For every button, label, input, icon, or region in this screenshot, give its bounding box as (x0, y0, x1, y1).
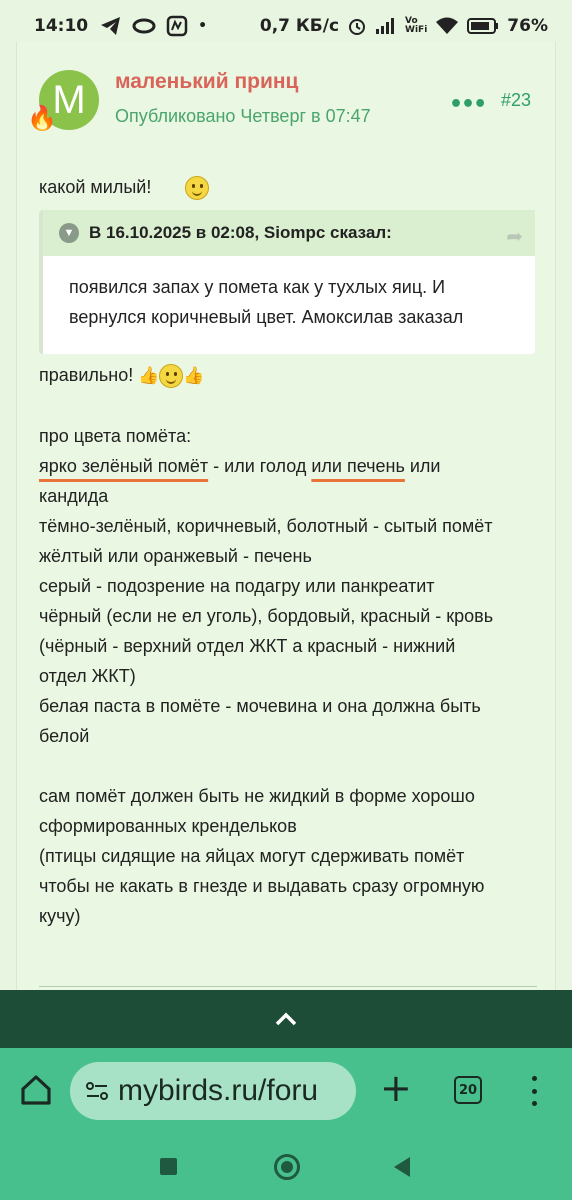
scroll-to-top-button[interactable] (0, 990, 572, 1048)
flame-badge-icon: 🔥 (27, 104, 57, 132)
highlighted-text: или печень (311, 456, 405, 476)
new-tab-button[interactable]: + (380, 1066, 412, 1110)
post-content (39, 172, 539, 931)
text-line: сам помёт должен быть не жидкий в форме хорошо (39, 786, 475, 806)
text-line: ярко зелёный помёт - или голод или печень или (39, 456, 441, 476)
chevron-up-icon[interactable] (275, 1012, 297, 1026)
quote-author: В 16.10.2025 в 02:08, Siompc сказал: (89, 223, 392, 242)
published-date[interactable]: Опубликовано Четверг в 07:47 (115, 106, 371, 126)
text-line: чтобы не какать в гнезде и выдавать сразу огромную (39, 876, 485, 896)
avatar[interactable]: M (39, 70, 99, 130)
more-options-icon[interactable]: ••• (449, 92, 486, 117)
battery-percent: 76% (507, 16, 548, 36)
text-line: отдел ЖКТ) (39, 666, 136, 686)
thumbs-up-emoji-icon: 👍 (138, 366, 160, 385)
link-icon (132, 18, 156, 34)
app-icon (166, 15, 188, 37)
battery-icon (467, 18, 499, 34)
recents-button[interactable] (160, 1158, 177, 1175)
vowifi-icon: Vo WiFi (405, 16, 428, 35)
more-menu-icon[interactable] (530, 1076, 538, 1106)
smiley-emoji-icon (185, 176, 209, 200)
home-button[interactable] (274, 1154, 300, 1180)
tab-switcher-button[interactable]: 20 (454, 1076, 482, 1104)
text-line: тёмно-зелёный, коричневый, болотный - сытый помёт (39, 516, 493, 536)
post-header (17, 42, 557, 152)
chevron-down-icon[interactable]: ▼ (59, 223, 79, 243)
system-nav-bar (0, 1134, 572, 1200)
text-line: про цвета помёта: (39, 426, 192, 446)
text-line: белая паста в помёте - мочевина и она должна быть (39, 696, 481, 716)
net-speed: 0,7 КБ/с (259, 16, 340, 36)
notification-icons (100, 15, 207, 37)
text-line: (птицы сидящие на яйцах могут сдерживать помёт (39, 846, 465, 866)
text-line: какой милый! (39, 172, 539, 202)
text-line: сформированных крендельков (39, 816, 297, 836)
text-line: кандида (39, 486, 109, 506)
back-button[interactable] (394, 1157, 410, 1177)
quote-header[interactable] (43, 210, 535, 256)
alarm-icon (347, 16, 367, 36)
laughing-emoji-icon (159, 364, 183, 388)
wifi-icon (435, 17, 459, 35)
home-icon[interactable] (18, 1072, 54, 1108)
system-status (260, 16, 548, 36)
quote-block (39, 210, 535, 354)
url-text[interactable]: mybirds.ru/foru (118, 1074, 319, 1107)
highlighted-text: ярко зелёный помёт (39, 456, 209, 476)
text-line: чёрный (если не ел уголь), бордовый, красный - кровь (39, 606, 494, 626)
thumbs-up-emoji-icon: 👍 (183, 366, 205, 385)
divider (39, 986, 537, 987)
text-line: правильно! 👍 👍 (39, 360, 539, 391)
telegram-icon (100, 16, 122, 36)
site-settings-icon[interactable] (84, 1078, 110, 1104)
browser-toolbar (0, 1048, 572, 1134)
quote-text: появился запах у помета как у тухлых яиц. И вернулся коричневый цвет. Амоксилав заказал (69, 277, 464, 327)
dot-icon: • (198, 18, 208, 34)
username-link[interactable]: маленький принц (115, 70, 299, 93)
text-line: жёлтый или оранжевый - печень (39, 546, 312, 566)
post-number-link[interactable]: #23 (501, 90, 532, 110)
signal-icon (375, 17, 397, 35)
text-line: белой (39, 726, 90, 746)
share-icon[interactable]: ➦ (506, 226, 523, 248)
clock: 14:10 (34, 16, 89, 36)
text-line: (чёрный - верхний отдел ЖКТ а красный - нижний (39, 636, 456, 656)
text-line: серый - подозрение на подагру или панкреатит (39, 576, 435, 596)
forum-post (16, 42, 556, 992)
address-bar[interactable] (70, 1062, 356, 1120)
text-line: кучу) (39, 906, 81, 926)
